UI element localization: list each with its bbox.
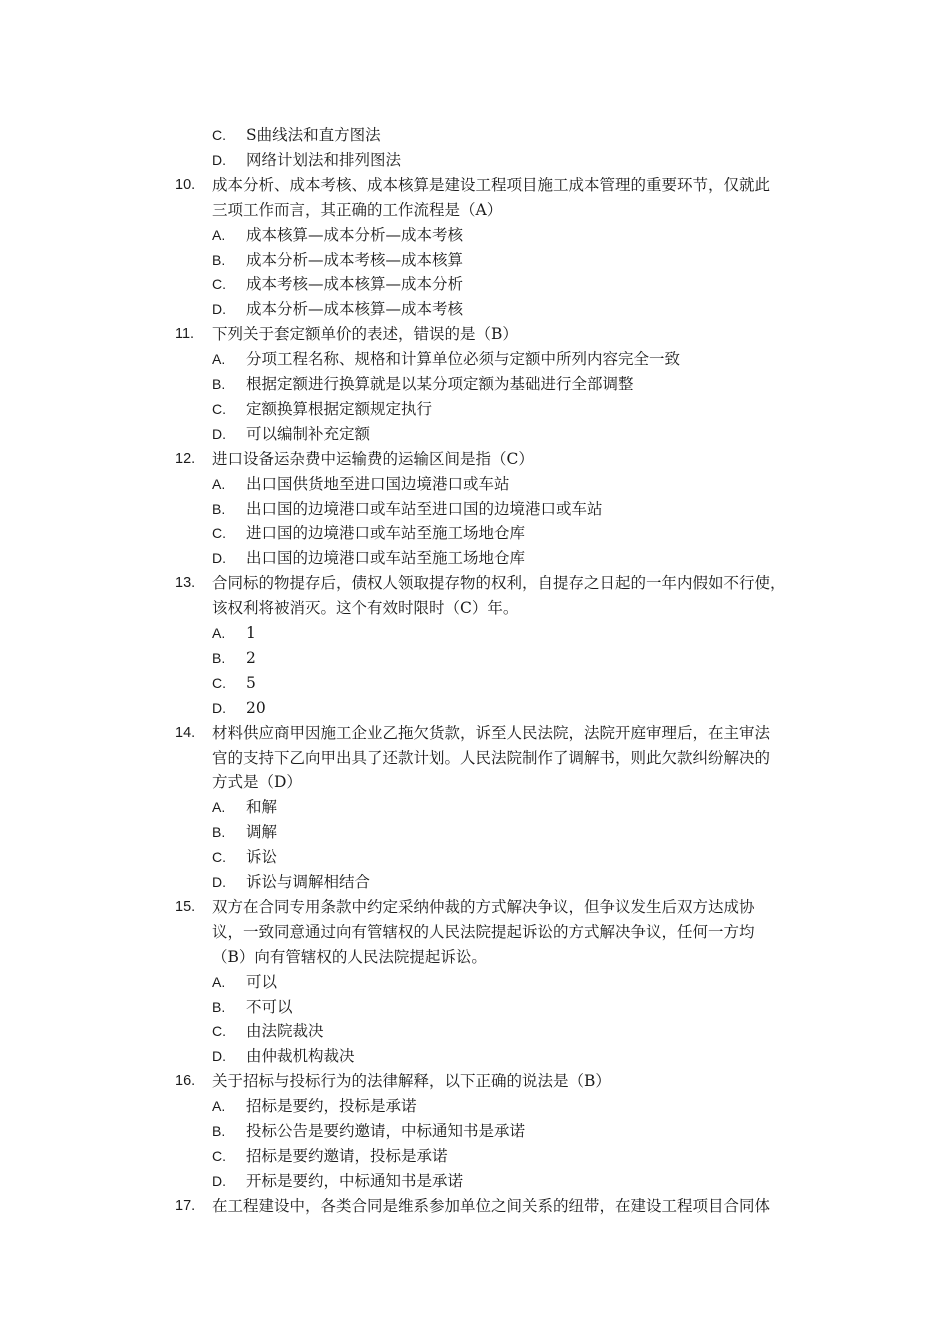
option-label: B. — [212, 500, 226, 517]
option-text: 由法院裁决 — [246, 1022, 324, 1041]
option-line — [0, 497, 950, 522]
option-line — [0, 795, 950, 820]
option-text: 出口国供货地至进口国边境港口或车站 — [246, 474, 510, 493]
option-text: 进口国的边境港口或车站至施工场地仓库 — [246, 524, 526, 543]
option-label: A. — [212, 973, 226, 990]
option-text: 成本分析—成本考核—成本核算 — [246, 250, 464, 269]
question-text: （B）向有管辖权的人民法院提起诉讼。 — [212, 947, 487, 966]
option-label: B. — [212, 998, 226, 1015]
question-text: 关于招标与投标行为的法律解释，以下正确的说法是（B） — [212, 1072, 611, 1091]
option-text: S曲线法和直方图法 — [246, 126, 381, 144]
question-continuation — [0, 198, 950, 223]
option-text: 1 — [246, 624, 256, 642]
option-label: D. — [212, 1048, 226, 1065]
option-line — [0, 820, 950, 845]
option-text: 由仲裁机构裁决 — [246, 1047, 355, 1066]
option-text: 可以 — [246, 972, 278, 991]
option-text: 开标是要约，中标通知书是承诺 — [246, 1171, 464, 1190]
question-line — [0, 1194, 950, 1219]
option-label: A. — [212, 625, 226, 641]
question-text: 双方在合同专用条款中约定采纳仲裁的方式解决争议，但争议发生后双方达成协 — [212, 897, 755, 916]
question-text: 成本分析、成本考核、成本核算是建设工程项目施工成本管理的重要环节，仅就此 — [212, 175, 771, 194]
option-label: C. — [212, 400, 226, 417]
option-text: 招标是要约邀请，投标是承诺 — [246, 1146, 448, 1165]
option-label: B. — [212, 251, 226, 268]
question-text: 方式是（D） — [212, 773, 302, 792]
question-continuation — [0, 746, 950, 771]
option-text: 不可以 — [246, 997, 293, 1016]
option-text: 投标公告是要约邀请，中标通知书是承诺 — [246, 1122, 526, 1140]
option-line — [0, 347, 950, 372]
option-label: C. — [212, 525, 226, 542]
question-line — [0, 322, 950, 347]
question-number: 11. — [175, 326, 195, 343]
option-text: 2 — [246, 648, 256, 667]
option-line — [0, 845, 950, 870]
question-number: 12. — [175, 450, 196, 467]
option-line — [0, 297, 950, 322]
option-line — [0, 148, 950, 173]
option-line — [0, 970, 950, 995]
option-label: C. — [212, 674, 226, 691]
option-label: D. — [212, 550, 226, 567]
question-number: 13. — [175, 575, 196, 592]
option-line — [0, 1094, 950, 1119]
question-number: 10. — [175, 176, 196, 193]
question-text: 在工程建设中，各类合同是维系参加单位之间关系的纽带，在建设工程项目合同体 — [212, 1196, 771, 1215]
question-line — [0, 721, 950, 746]
question-continuation — [0, 770, 950, 795]
question-number: 17. — [175, 1197, 196, 1214]
question-text: 下列关于套定额单价的表述，错误的是（B） — [212, 325, 518, 344]
option-line — [0, 272, 950, 297]
option-text: 出口国的边境港口或车站至进口国的边境港口或车站 — [246, 499, 603, 518]
question-number: 15. — [175, 898, 196, 915]
option-text: 和解 — [246, 798, 278, 817]
option-label: D. — [212, 699, 226, 716]
option-label: A. — [212, 226, 226, 243]
option-label: C. — [212, 1147, 226, 1164]
option-line — [0, 870, 950, 895]
question-continuation — [0, 920, 950, 945]
option-line — [0, 223, 950, 248]
option-text: 5 — [246, 673, 256, 692]
question-continuation — [0, 596, 950, 621]
option-line — [0, 646, 950, 671]
option-line — [0, 1144, 950, 1169]
option-text: 成本核算—成本分析—成本考核 — [246, 225, 464, 244]
question-number: 14. — [175, 724, 196, 741]
question-text: 材料供应商甲因施工企业乙拖欠货款，诉至人民法院，法院开庭审理后，在主审法 — [212, 723, 771, 742]
option-line — [0, 248, 950, 273]
question-line — [0, 895, 950, 920]
option-line — [0, 995, 950, 1020]
option-label: D. — [212, 151, 226, 168]
option-line — [0, 472, 950, 497]
question-text: 三项工作而言，其正确的工作流程是（A） — [212, 200, 503, 219]
option-line — [0, 372, 950, 397]
question-text: 该权利将被消灭。这个有效时限时（C）年。 — [212, 599, 519, 618]
question-number: 16. — [175, 1073, 196, 1090]
option-line — [0, 621, 950, 646]
option-line — [0, 397, 950, 422]
option-text: 调解 — [246, 823, 278, 842]
question-text: 进口设备运杂费中运输费的运输区间是指（C） — [212, 449, 534, 468]
option-text: 诉讼 — [246, 848, 278, 867]
option-label: C. — [212, 1023, 226, 1040]
option-label: A. — [212, 475, 226, 492]
option-label: A. — [212, 799, 226, 816]
option-line — [0, 1119, 950, 1144]
option-label: A. — [212, 351, 226, 368]
option-line — [0, 1044, 950, 1069]
option-line — [0, 696, 950, 721]
option-text: 出口国的边境港口或车站至施工场地仓库 — [246, 549, 526, 568]
option-text: 成本分析—成本核算—成本考核 — [246, 300, 464, 319]
question-continuation — [0, 945, 950, 970]
option-label: B. — [212, 376, 226, 392]
question-text: 合同标的物提存后，债权人领取提存物的权利，自提存之日起的一年内假如不行使， — [212, 574, 786, 593]
option-label: C. — [212, 276, 226, 293]
question-text: 官的支持下乙向甲出具了还款计划。人民法院制作了调解书，则此欠款纠纷解决的 — [212, 748, 771, 767]
option-text: 网络计划法和排列图法 — [246, 150, 402, 169]
option-line — [0, 671, 950, 696]
option-text: 分项工程名称、规格和计算单位必须与定额中所列内容完全一致 — [246, 350, 681, 369]
option-line — [0, 1019, 950, 1044]
option-text: 定额换算根据定额规定执行 — [246, 399, 433, 418]
option-label: D. — [212, 874, 226, 890]
option-line — [0, 123, 950, 148]
option-label: D. — [212, 1172, 226, 1189]
option-label: D. — [212, 425, 226, 442]
option-label: B. — [212, 824, 226, 841]
question-text: 议，一致同意通过向有管辖权的人民法院提起诉讼的方式解决争议，任何一方均 — [212, 922, 755, 941]
option-line — [0, 521, 950, 546]
question-line — [0, 173, 950, 198]
option-label: B. — [212, 1123, 226, 1139]
question-line — [0, 447, 950, 472]
option-text: 成本考核—成本核算—成本分析 — [246, 275, 464, 294]
option-line — [0, 1169, 950, 1194]
option-text: 招标是要约，投标是承诺 — [246, 1097, 417, 1116]
option-label: C. — [212, 127, 226, 143]
option-label: C. — [212, 849, 226, 866]
option-label: D. — [212, 301, 226, 318]
option-line — [0, 422, 950, 447]
option-text: 20 — [246, 698, 266, 717]
question-line — [0, 571, 950, 596]
option-text: 根据定额进行换算就是以某分项定额为基础进行全部调整 — [246, 375, 634, 393]
option-text: 可以编制补充定额 — [246, 424, 371, 443]
option-text: 诉讼与调解相结合 — [246, 873, 371, 891]
question-line — [0, 1069, 950, 1094]
option-line — [0, 546, 950, 571]
option-label: B. — [212, 649, 226, 666]
option-label: A. — [212, 1098, 226, 1115]
